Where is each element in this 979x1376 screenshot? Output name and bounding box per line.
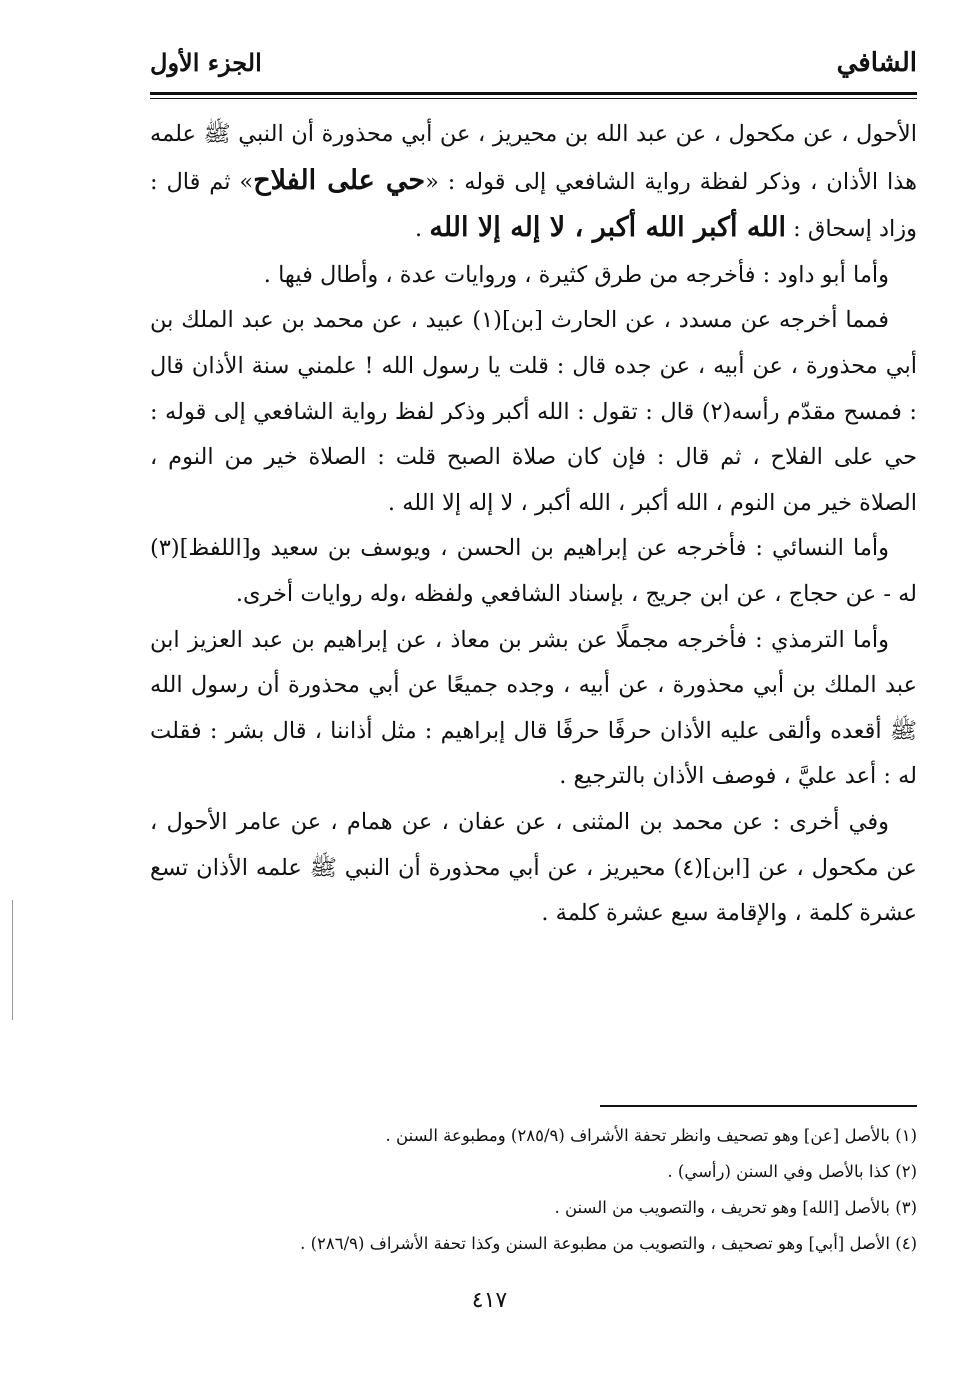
paragraph-2: وأما أبو داود : فأخرجه من طرق كثيرة ، وروايات عدة ، وأطال فيها . — [263, 261, 889, 288]
p1-text-c: » ثم قال : وزاد إسحاق : — [150, 168, 917, 243]
footnote-3: (٣) بالأصل [الله] وهو تحريف ، والتصويب من السنن . — [554, 1198, 917, 1217]
header-rule — [150, 92, 917, 95]
header-rule-thin — [150, 98, 917, 99]
paragraph-5: وأما الترمذي : فأخرجه مجملًا عن بشر بن معاذ ، عن إبراهيم بن عبد العزيز ابن عبد الملك بن أبي محذورة ، عن أبيه ، وجده جميعًا عن أبي محذورة أن رسول الله ﷺ أقعده وألقى عليه الأذان حرفًا حرفًا قال إبراهيم : مثل أذاننا ، قال بشر : فقلت له : أعد عليَّ ، فوصف الأذان بالترجيع . — [150, 626, 917, 790]
footnote-1: (١) بالأصل [عن] وهو تصحيف وانظر تحفة الأشراف (٢٨٥/٩) ومطبوعة السنن . — [385, 1126, 917, 1145]
p1-bold-phrase: حي على الفلاح — [253, 164, 426, 196]
main-text — [150, 112, 917, 937]
page-header — [150, 42, 917, 90]
paragraph-1 — [150, 112, 917, 253]
p1-text-a: الأحول ، عن مكحول ، عن عبد الله بن محيريز ، عن أبي محذورة أن النبي ﷺ علمه هذا الأذان ، وذكر لفظة رواية الشافعي إلى قوله : « — [150, 121, 917, 195]
footnote-2: (٢) كذا بالأصل وفي السنن (رأسي) . — [667, 1162, 917, 1181]
footnote-separator — [600, 1105, 917, 1107]
scan-edge-mark — [12, 900, 13, 1020]
footnotes — [150, 1118, 917, 1262]
footnote-4: (٤) الأصل [أبي] وهو تصحيف ، والتصويب من مطبوعة السنن وكذا تحفة الأشراف (٢٨٦/٩) . — [300, 1234, 917, 1253]
paragraph-6: وفي أخرى : عن محمد بن المثنى ، عن عفان ، عن همام ، عن عامر الأحول ، عن مكحول ، عن [ابن](٤) محيريز ، عن أبي محذورة أن النبي ﷺ علمه الأذان تسع عشرة كلمة ، والإقامة سبع عشرة كلمة . — [150, 808, 917, 927]
book-title: الشافي — [836, 48, 917, 78]
p1-text-e: . — [415, 216, 430, 243]
paragraph-3: فمما أخرجه عن مسدد ، عن الحارث [بن](١) عبيد ، عن محمد بن عبد الملك بن أبي محذورة ، عن أبيه ، عن جده قال : قلت يا رسول الله ! علمني سنة الأذان قال : فمسح مقدّم رأسه(٢) قال : تقول : الله أكبر وذكر لفظ رواية الشافعي إلى قوله : حي على الفلاح ، ثم قال : فإن كان صلاة الصبح قلت : الصلاة خير من النوم ، الصلاة خير من النوم ، الله أكبر ، الله أكبر ، لا إله إلا الله . — [150, 307, 917, 516]
p1-bold-takbir: الله أكبر الله أكبر ، لا إله إلا الله — [429, 212, 787, 244]
volume-label: الجزء الأول — [150, 48, 262, 77]
paragraph-4: وأما النسائي : فأخرجه عن إبراهيم بن الحسن ، ويوسف بن سعيد و[اللفظ](٣) له - عن حجاج ، عن ابن جريج ، بإسناد الشافعي ولفظه ،وله روايات أخرى. — [150, 535, 917, 607]
page-number: ٤١٧ — [471, 1288, 508, 1313]
